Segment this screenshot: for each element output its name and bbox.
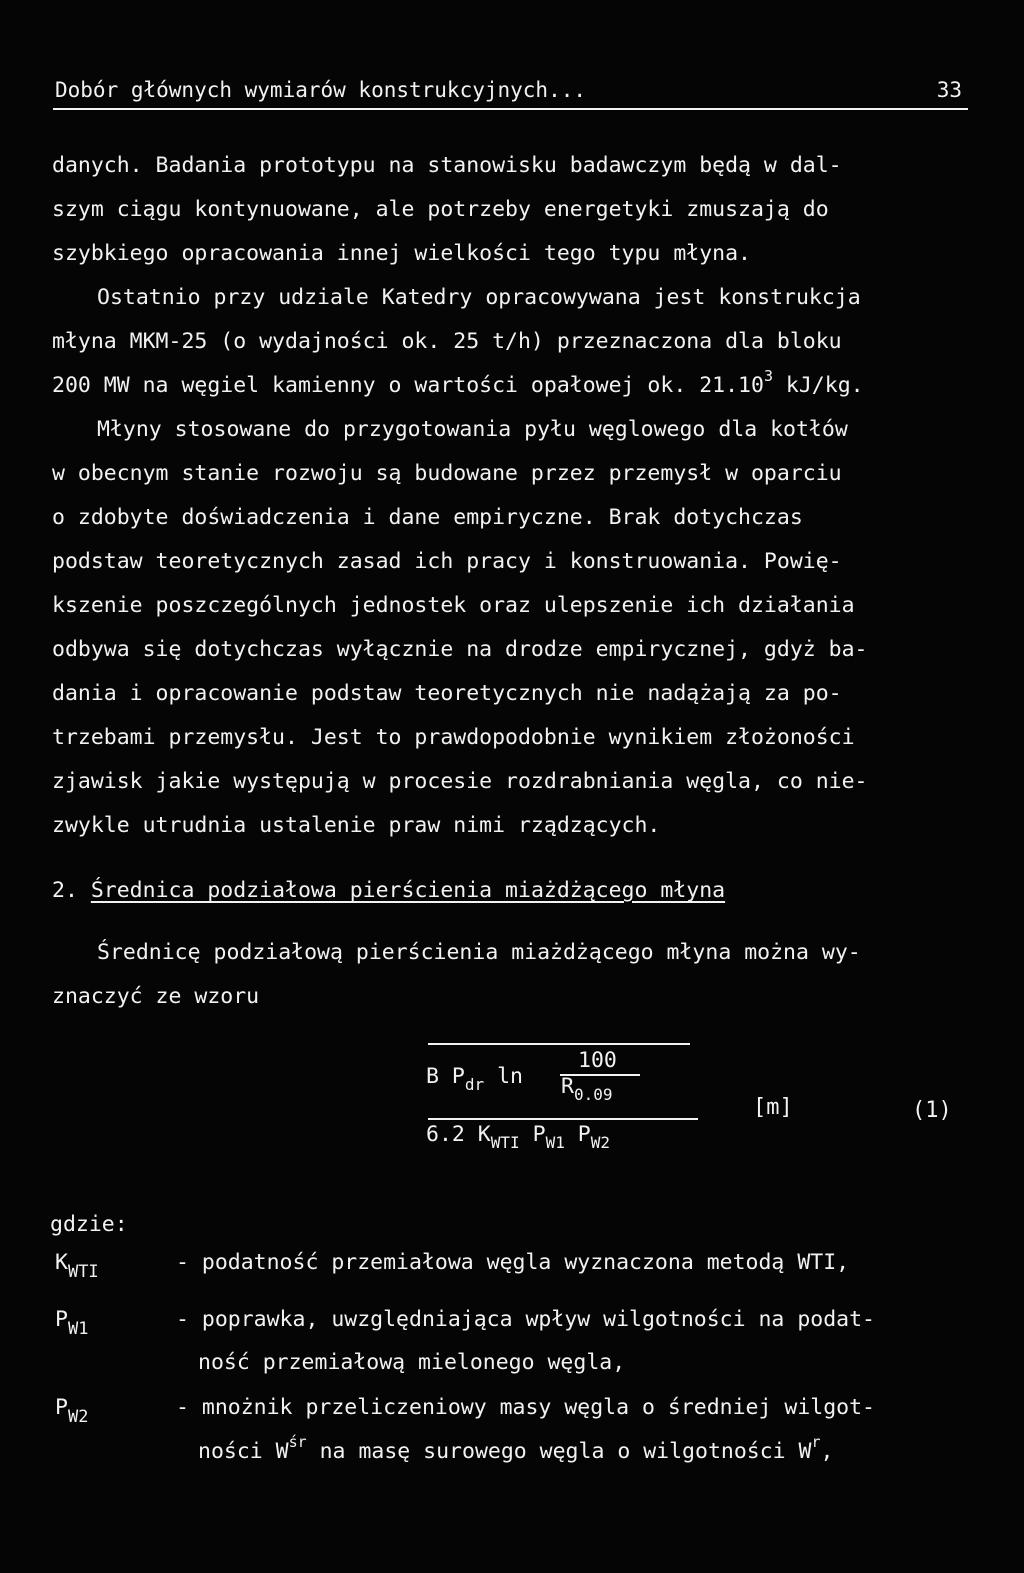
header-rule bbox=[53, 108, 968, 110]
continuation-part: na masę surowego węgla o wilgotności W bbox=[306, 1439, 812, 1464]
text-line-part: 200 MW na węgiel kamienny o wartości opałowej ok. 21.10 bbox=[52, 373, 764, 398]
text-line bbox=[52, 153, 965, 178]
section-number: 2. bbox=[52, 878, 78, 903]
definition-symbol bbox=[55, 1395, 89, 1427]
running-title: Dobór głównych wymiarów konstrukcyjnych... bbox=[55, 78, 587, 102]
formula-overline bbox=[428, 1043, 690, 1045]
symbol-base: P bbox=[55, 1395, 68, 1420]
section-title: Średnica podziałowa pierścienia miażdżącego młyna bbox=[90, 878, 726, 903]
symbol-subscript: W1 bbox=[67, 1319, 89, 1339]
definition-continuation bbox=[198, 1433, 834, 1464]
formula-sub-wti: WTI bbox=[490, 1133, 520, 1152]
text-line: szybkiego opracowania innej wielkości tego typu młyna. bbox=[52, 241, 751, 266]
text-line: trzebami przemysłu. Jest to prawdopodobnie wynikiem złożoności bbox=[52, 725, 855, 750]
formula-sub-w2: W2 bbox=[590, 1133, 610, 1152]
superscript: śr bbox=[288, 1433, 307, 1451]
text-line-content: danych. Badania prototypu na stanowisku badawczym będą w dal- bbox=[52, 153, 842, 178]
formula-coef: 6.2 bbox=[426, 1122, 465, 1147]
definition-text: - podatność przemiałowa węgla wyznaczona metodą WTI, bbox=[176, 1250, 850, 1275]
definition-symbol bbox=[55, 1307, 89, 1339]
formula bbox=[420, 1038, 980, 1168]
text-line: kszenie poszczególnych jednostek oraz ulepszenie ich działania bbox=[52, 593, 855, 618]
where-label: gdzie: bbox=[50, 1212, 128, 1237]
text-line: znaczyć ze wzoru bbox=[52, 984, 260, 1009]
formula-main-fraction-bar bbox=[428, 1118, 698, 1120]
text-line: dania i opracowanie podstaw teoretycznych nie nadążają za po- bbox=[52, 681, 842, 706]
continuation-part: ności W bbox=[198, 1439, 289, 1464]
text-line: Ostatnio przy udziale Katedry opracowywana jest konstrukcja bbox=[97, 285, 861, 310]
text-line: zwykle utrudnia ustalenie praw nimi rządzących. bbox=[52, 813, 661, 838]
text-line bbox=[52, 367, 864, 398]
symbol-base: K bbox=[55, 1250, 68, 1275]
formula-sub-w1: W1 bbox=[545, 1133, 565, 1152]
definition-text: - poprawka, uwzględniająca wpływ wilgotności na podat- bbox=[176, 1307, 875, 1332]
text-line: o zdobyte doświadczenia i dane empiryczne. Brak dotychczas bbox=[52, 505, 803, 530]
formula-b: B bbox=[426, 1064, 439, 1089]
continuation-part: , bbox=[820, 1439, 834, 1464]
definition-symbol bbox=[55, 1250, 99, 1282]
text-line: w obecnym stanie rozwoju są budowane przez przemysł w oparciu bbox=[52, 461, 842, 486]
text-line: młyna MKM-25 (o wydajności ok. 25 t/h) przeznaczona dla bloku bbox=[52, 329, 842, 354]
formula-pw1: P bbox=[532, 1122, 546, 1147]
text-line: odbywa się dotychczas wyłącznie na drodze empirycznej, gdyż ba- bbox=[52, 637, 868, 662]
equation-number: (1) bbox=[912, 1098, 952, 1123]
symbol-subscript: WTI bbox=[67, 1262, 99, 1282]
formula-ln: ln bbox=[497, 1064, 523, 1089]
text-line: szym ciągu kontynuowane, ale potrzeby energetyki zmuszają do bbox=[52, 197, 829, 222]
definition-continuation: ność przemiałową mielonego węgla, bbox=[198, 1350, 626, 1375]
section-heading bbox=[52, 878, 725, 903]
text-line: podstaw teoretycznych zasad ich pracy i konstruowania. Powię- bbox=[52, 549, 842, 574]
text-line: Młyny stosowane do przygotowania pyłu węglowego dla kotłów bbox=[97, 417, 848, 442]
formula-r-symbol: R bbox=[561, 1074, 574, 1099]
symbol-base: P bbox=[55, 1307, 68, 1332]
formula-r bbox=[561, 1074, 613, 1104]
formula-numerator bbox=[426, 1064, 523, 1094]
formula-k: K bbox=[477, 1122, 491, 1147]
formula-denominator bbox=[426, 1122, 610, 1152]
formula-sub-dr: dr bbox=[464, 1075, 485, 1094]
formula-p: P bbox=[451, 1064, 465, 1089]
superscript: r bbox=[811, 1433, 821, 1451]
formula-100: 100 bbox=[578, 1048, 617, 1073]
definition-text: - mnożnik przeliczeniowy masy węgla o średniej wilgot- bbox=[176, 1395, 875, 1420]
symbol-subscript: W2 bbox=[67, 1407, 89, 1427]
unit-text: kJ/kg. bbox=[785, 373, 864, 398]
formula-pw2: P bbox=[577, 1122, 591, 1147]
text-line: zjawisk jakie występują w procesie rozdrabniania węgla, co nie- bbox=[52, 769, 868, 794]
superscript: 3 bbox=[763, 367, 773, 385]
formula-unit: [m] bbox=[753, 1095, 793, 1120]
page-number: 33 bbox=[936, 78, 962, 102]
text-line: Średnicę podziałową pierścienia miażdżącego młyna można wy- bbox=[97, 940, 861, 965]
formula-r-sub: 0.09 bbox=[573, 1085, 613, 1104]
